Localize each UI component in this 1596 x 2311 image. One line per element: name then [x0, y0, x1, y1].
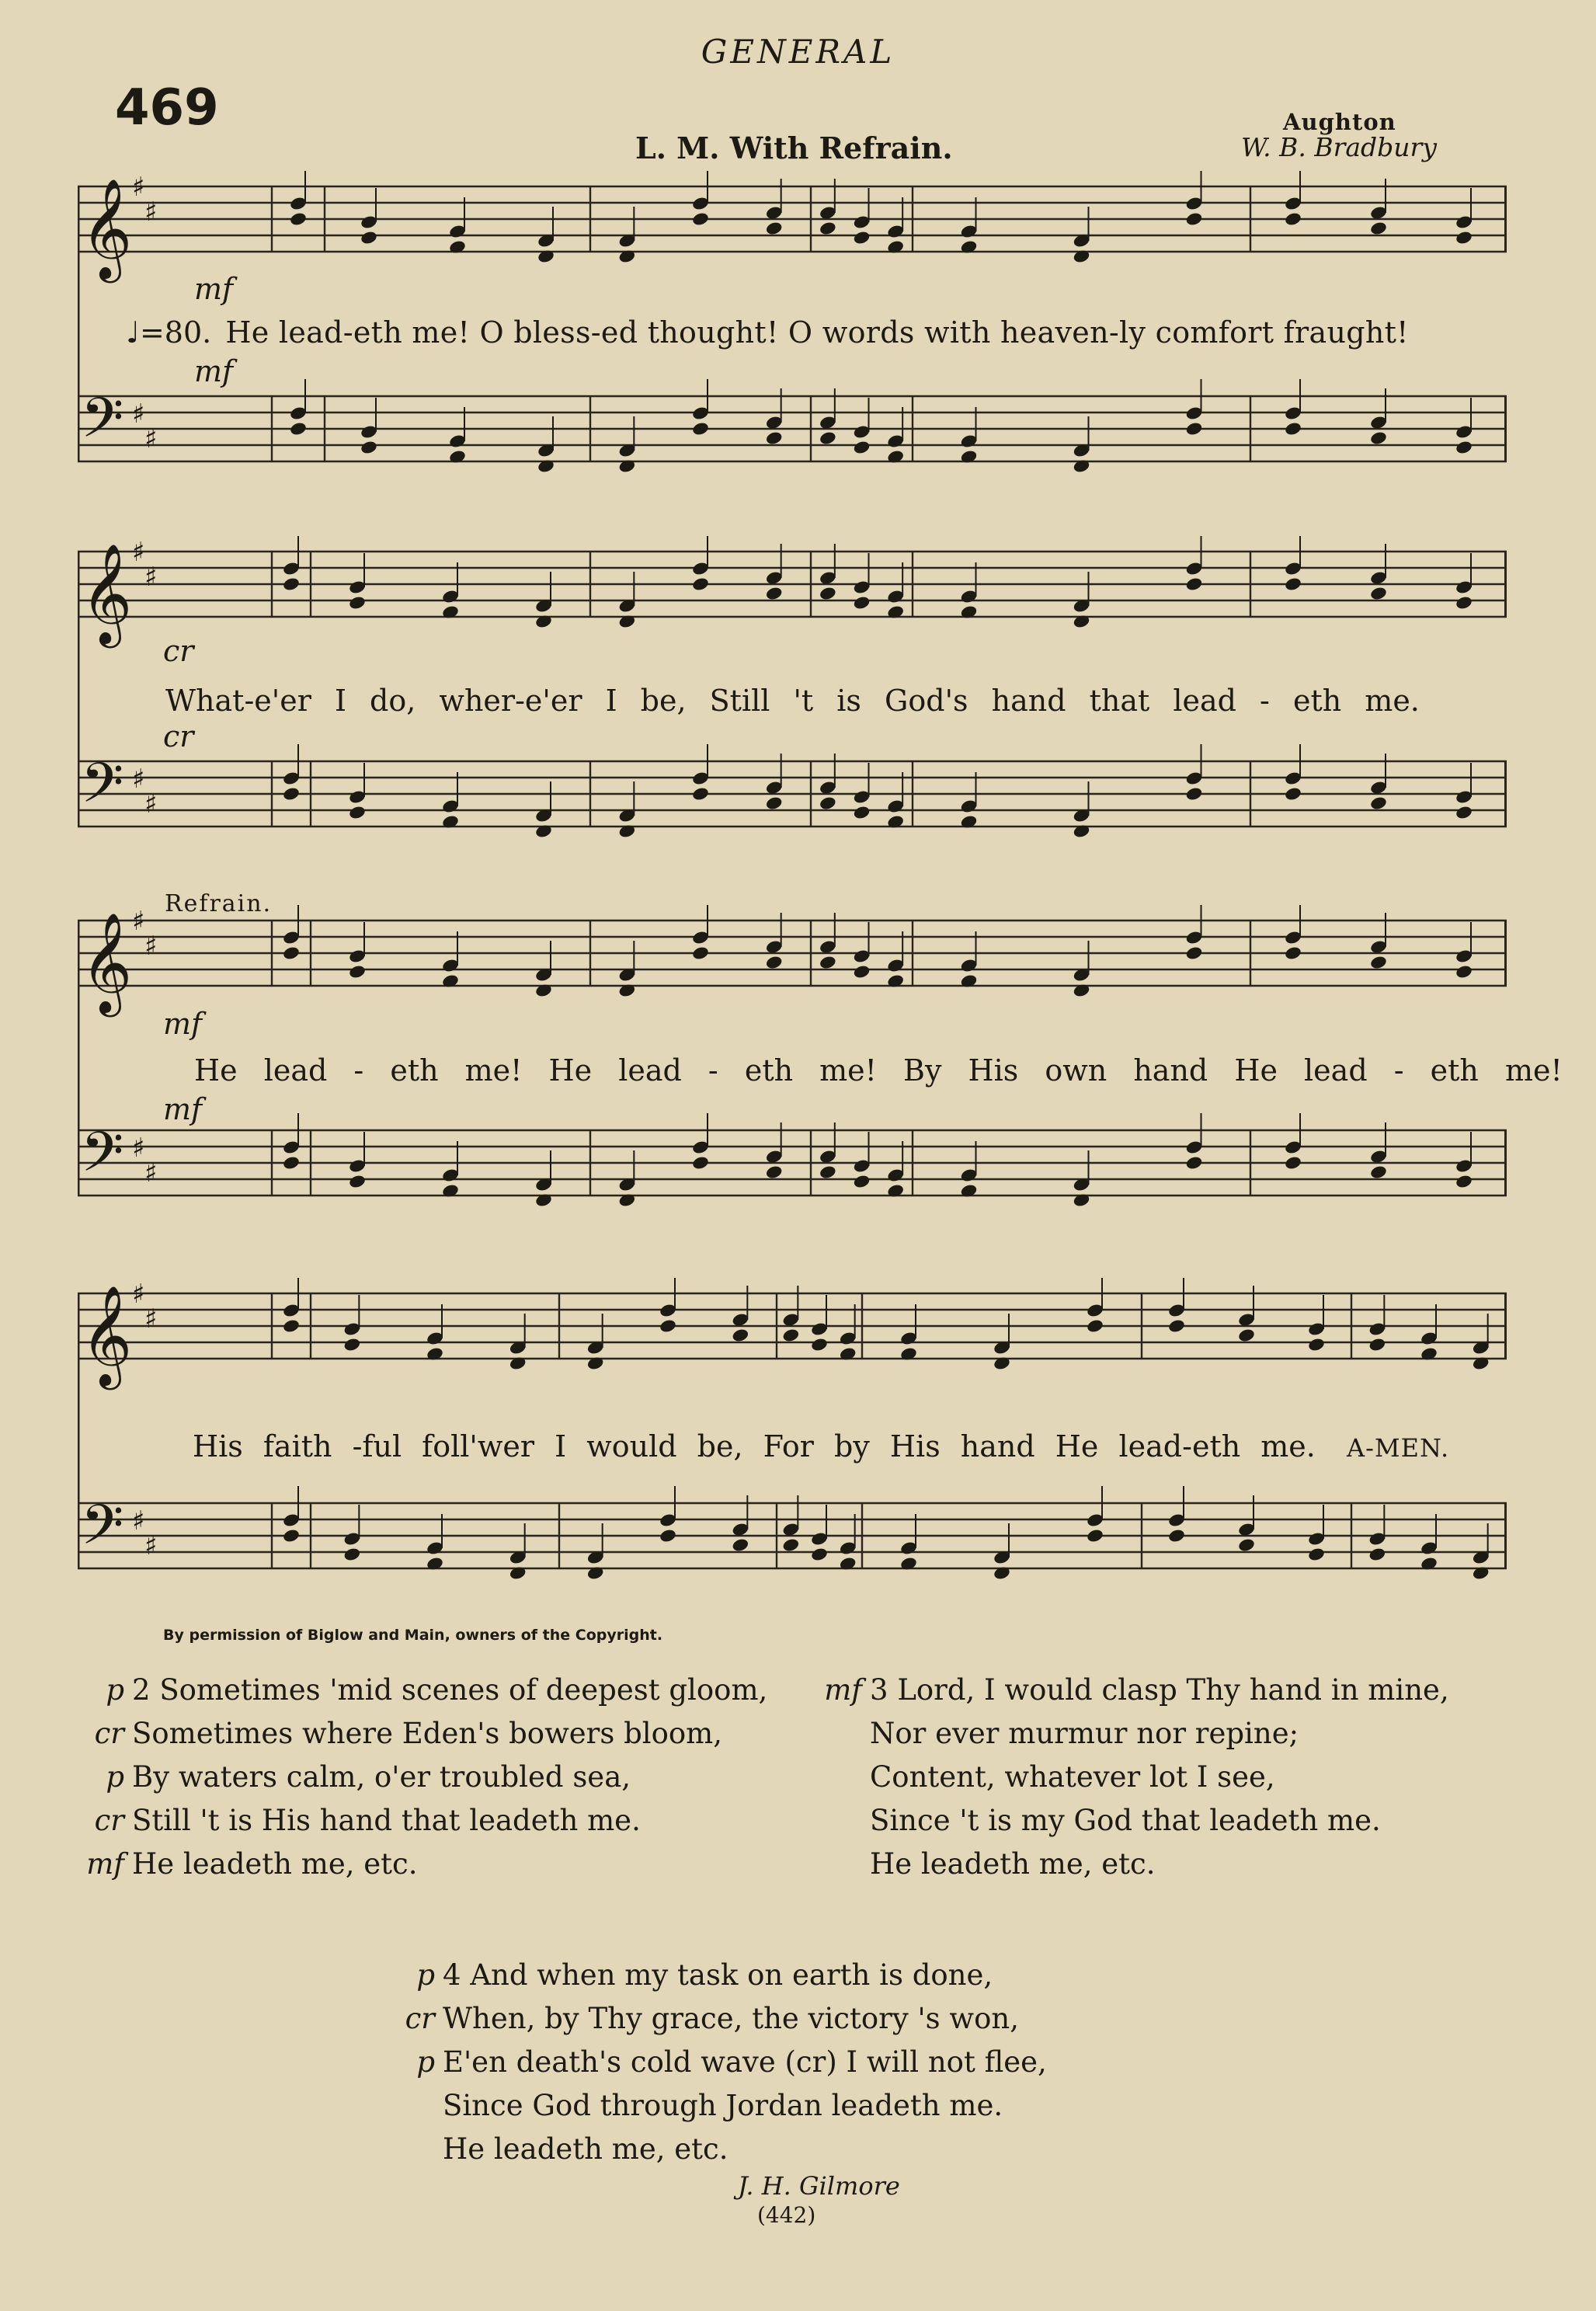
note-head: [360, 230, 378, 245]
sharp-icon: ♯: [144, 1157, 158, 1189]
note-head: [1455, 230, 1473, 245]
treble-clef-icon: 𝄞: [81, 178, 133, 279]
treble-clef-icon: 𝄞: [81, 543, 133, 644]
note-head: [819, 795, 837, 811]
note-head: [343, 1337, 362, 1352]
note-head: [691, 1155, 710, 1171]
composer-name: W. B. Bradbury: [1241, 132, 1437, 162]
note-head: [1369, 221, 1388, 236]
note-head: [782, 1537, 801, 1553]
verse-line: p 2 Sometimes 'mid scenes of deepest gloom,: [106, 1673, 768, 1707]
verse-line: Nor ever murmur nor repine;: [870, 1717, 1299, 1750]
note-head: [1185, 576, 1204, 592]
note-head: [691, 576, 710, 592]
verse-line: Since God through Jordan leadeth me.: [443, 2089, 1003, 2122]
note-head: [1455, 805, 1473, 820]
bass-clef-icon: 𝄢: [81, 1120, 124, 1198]
lyric-line: His faith -ful foll'wer I would be, For by His hand He lead-eth me. A-MEN.: [193, 1429, 1450, 1464]
note-head: [1369, 795, 1388, 811]
note-head: [282, 1155, 301, 1171]
note-head: [810, 1547, 829, 1562]
verse-line: cr When, by Thy grace, the victory 's won,: [405, 2002, 1019, 2035]
verse-4: [388, 1954, 1243, 2171]
sharp-icon: ♯: [132, 1279, 145, 1310]
sharp-icon: ♯: [144, 931, 158, 962]
note-head: [348, 964, 367, 980]
note-head: [1284, 945, 1302, 961]
note-head: [282, 786, 301, 802]
sharp-icon: ♯: [144, 197, 158, 228]
note-head: [819, 221, 837, 236]
verse-line: cr Still 't is His hand that leadeth me.: [94, 1804, 641, 1837]
note-head: [1185, 786, 1204, 802]
note-head: [691, 421, 710, 437]
note-head: [691, 211, 710, 227]
sharp-icon: ♯: [144, 1303, 158, 1335]
bass-clef-icon: 𝄢: [81, 751, 124, 829]
verse-line: p By waters calm, o'er troubled sea,: [106, 1760, 631, 1794]
note-head: [853, 230, 871, 245]
note-head: [1237, 1328, 1256, 1343]
dynamic-mark: cr: [163, 634, 194, 668]
verse-number: 2: [132, 1673, 151, 1707]
note-head: [732, 1537, 750, 1553]
verse-number: 4: [443, 1958, 461, 1992]
lyric-line: ♩=80. He lead-eth me! O bless-ed thought! O words with heaven-ly comfort fraught!: [126, 315, 1409, 350]
note-head: [1369, 586, 1388, 601]
bass-clef-icon: 𝄢: [81, 386, 124, 464]
hymn-number: 469: [115, 79, 219, 137]
note-head: [853, 1174, 871, 1189]
note-head: [348, 805, 367, 820]
dynamic-mark: mf: [163, 1007, 203, 1041]
note-head: [853, 805, 871, 820]
note-head: [819, 1164, 837, 1180]
sharp-icon: ♯: [132, 764, 145, 795]
note-head: [819, 430, 837, 446]
sharp-icon: ♯: [144, 562, 158, 593]
treble-staff: [78, 906, 1507, 1018]
note-head: [691, 945, 710, 961]
verse-2: [70, 1669, 800, 1886]
note-head: [1185, 211, 1204, 227]
verse-line: He leadeth me, etc.: [870, 1847, 1156, 1881]
note-head: [1307, 1547, 1326, 1562]
note-head: [732, 1328, 750, 1343]
sharp-icon: ♯: [132, 1133, 145, 1164]
note-head: [1368, 1337, 1387, 1352]
note-head: [765, 955, 784, 970]
dynamic-mark: mf: [194, 354, 234, 388]
note-head: [348, 1174, 367, 1189]
sharp-icon: ♯: [132, 906, 145, 937]
amen-label: A-MEN.: [1346, 1433, 1450, 1463]
verse-line: p E'en death's cold wave (cr) I will not flee,: [416, 2045, 1047, 2079]
sharp-icon: ♯: [144, 788, 158, 820]
lyricist-name: J. H. Gilmore: [738, 2171, 900, 2201]
note-head: [782, 1328, 801, 1343]
note-head: [289, 421, 308, 437]
dynamic-mark: mf: [163, 1092, 203, 1126]
note-head: [1086, 1528, 1104, 1544]
verse-line: cr Sometimes where Eden's bowers bloom,: [94, 1717, 722, 1750]
note-head: [1284, 786, 1302, 802]
note-head: [1455, 964, 1473, 980]
note-head: [765, 586, 784, 601]
note-head: [853, 595, 871, 611]
verse-line: mf He leadeth me, etc.: [86, 1847, 418, 1881]
note-head: [1455, 1174, 1473, 1189]
note-head: [691, 786, 710, 802]
note-head: [1284, 211, 1302, 227]
note-head: [810, 1337, 829, 1352]
note-head: [1307, 1337, 1326, 1352]
note-head: [1167, 1318, 1186, 1334]
treble-staff: [78, 172, 1507, 284]
note-head: [1284, 421, 1302, 437]
copyright-permission: By permission of Biglow and Main, owners of the Copyright.: [163, 1627, 663, 1644]
note-head: [360, 440, 378, 455]
note-head: [1167, 1528, 1186, 1544]
treble-staff: [78, 537, 1507, 649]
note-head: [1369, 430, 1388, 446]
tempo-mark: ♩=80.: [126, 315, 212, 350]
note-head: [1237, 1537, 1256, 1553]
note-head: [765, 430, 784, 446]
note-head: [819, 586, 837, 601]
note-head: [1086, 1318, 1104, 1334]
note-head: [765, 1164, 784, 1180]
tune-name: Aughton: [1283, 109, 1396, 135]
note-head: [282, 576, 301, 592]
section-title: GENERAL: [701, 33, 895, 71]
note-head: [1369, 955, 1388, 970]
note-head: [348, 595, 367, 611]
dynamic-mark: mf: [194, 272, 234, 306]
note-head: [1185, 1155, 1204, 1171]
treble-clef-icon: 𝄞: [81, 912, 133, 1013]
lyric-line: He lead - eth me! He lead - eth me! By His own hand He lead - eth me!: [194, 1053, 1563, 1088]
note-head: [765, 221, 784, 236]
note-head: [659, 1318, 677, 1334]
sharp-icon: ♯: [132, 172, 145, 203]
refrain-heading: Refrain.: [165, 890, 273, 917]
sharp-icon: ♯: [132, 1505, 145, 1537]
note-head: [1368, 1547, 1387, 1562]
note-head: [282, 945, 301, 961]
note-head: [1185, 421, 1204, 437]
note-head: [853, 964, 871, 980]
sharp-icon: ♯: [132, 537, 145, 568]
note-head: [1369, 1164, 1388, 1180]
meter-label: L. M. With Refrain.: [635, 131, 953, 165]
note-head: [853, 440, 871, 455]
note-head: [1185, 945, 1204, 961]
lyric-line: What-e'er I do, wher-e'er I be, Still 't is God's hand that lead - eth me.: [165, 684, 1420, 718]
verse-line: Content, whatever lot I see,: [870, 1760, 1275, 1794]
sharp-icon: ♯: [132, 399, 145, 430]
sharp-icon: ♯: [144, 423, 158, 454]
verse-number: 3: [870, 1673, 888, 1707]
dynamic-mark: cr: [163, 719, 194, 754]
verse-line: Since 't is my God that leadeth me.: [870, 1804, 1381, 1837]
treble-clef-icon: 𝄞: [81, 1285, 133, 1386]
verse-line: p 4 And when my task on earth is done,: [416, 1958, 993, 1992]
note-head: [1455, 440, 1473, 455]
note-head: [659, 1528, 677, 1544]
note-head: [819, 955, 837, 970]
note-head: [1284, 1155, 1302, 1171]
note-head: [1455, 595, 1473, 611]
note-head: [289, 211, 308, 227]
note-head: [343, 1547, 362, 1562]
sharp-icon: ♯: [144, 1530, 158, 1561]
note-head: [282, 1318, 301, 1334]
page-number: (442): [757, 2202, 816, 2228]
note-head: [1284, 576, 1302, 592]
verse-line: mf 3 Lord, I would clasp Thy hand in mine,: [824, 1673, 1449, 1707]
verse-3: [808, 1669, 1507, 1886]
note-head: [282, 1528, 301, 1544]
note-head: [765, 795, 784, 811]
verse-line: He leadeth me, etc.: [443, 2132, 728, 2166]
bass-clef-icon: 𝄢: [81, 1493, 124, 1571]
